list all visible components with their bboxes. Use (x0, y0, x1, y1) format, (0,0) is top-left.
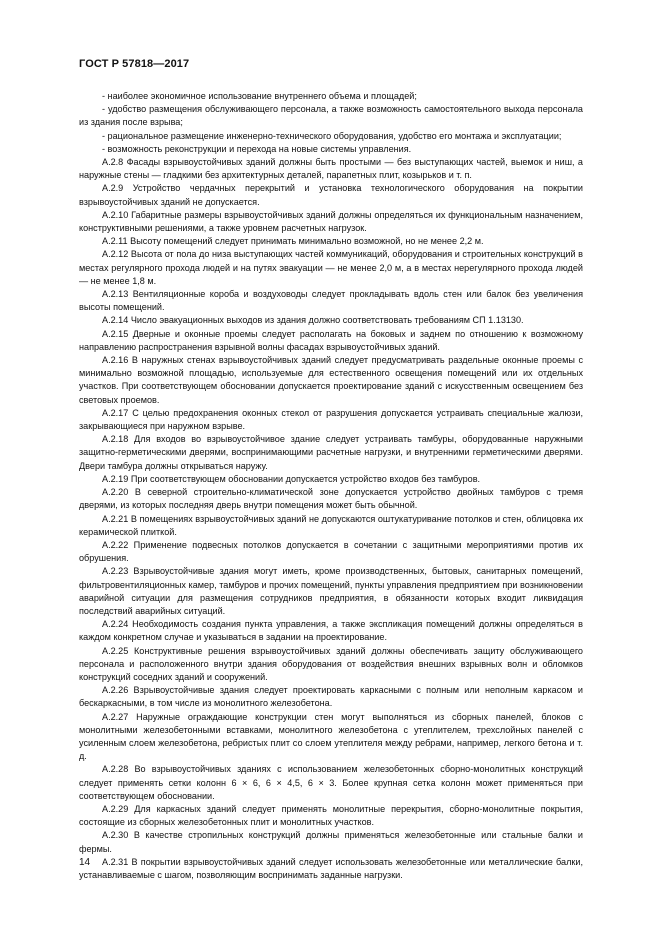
paragraph-a-2-27: А.2.27 Наружные ограждающие конструкции стен могут выполняться из сборных панелей, блоков с монолитными железобетонными вставками, монолитного железобетона с утеплителем, трехслойных панелей с усиленным слоем железобетона, ребристых плит со слоем утеплителя между ребрами, например, легкого бетона и т. д. (79, 711, 583, 762)
paragraph-a-2-8: А.2.8 Фасады взрывоустойчивых зданий должны быть простыми — без выступающих частей, выемок и ниш, а наружные стены — гладкими без архитектурных деталей, парапетных плит, козырьков и т. п. (79, 157, 583, 181)
paragraph-a-2-24: А.2.24 Необходимость создания пункта управления, а также экспликация помещений должны определяться в каждом конкретном случае и указываться в задании на проектирование. (79, 619, 583, 643)
paragraph-a-2-20: А.2.20 В северной строительно-климатической зоне допускается устройство двойных тамбуров с тремя дверями, из которых последняя дверь внутри помещения может быть обычной. (79, 487, 583, 511)
document-header: ГОСТ Р 57818—2017 (79, 58, 190, 70)
page-number: 14 (79, 857, 91, 868)
paragraph-a-2-25: А.2.25 Конструктивные решения взрывоустойчивых зданий должны обеспечивать защиту обслуживающего персонала и расположенного внутри здания оборудования от воздействия внешних взрывных волн и обломков конструкций соседних зданий и сооружений. (79, 645, 583, 682)
list-item: - возможность реконструкции и перехода на новые системы управления. (102, 143, 412, 154)
paragraph-a-2-22: А.2.22 Применение подвесных потолков допускается в сочетании с защитными мероприятиями против их обрушения. (79, 539, 583, 564)
paragraph-a-2-14: А.2.14 Число эвакуационных выходов из здания должно соответствовать требованиям СП 1.13130. (102, 315, 524, 326)
document-body (79, 90, 583, 882)
list-item: - удобство размещения обслуживающего персонала, а также возможность самостоятельного выхода персонала из здания после взрыва; (79, 104, 583, 128)
paragraph-a-2-9: А.2.9 Устройство чердачных перекрытий и установка технологического оборудования на покрытии взрывоустойчивых зданий не допускается. (79, 183, 583, 207)
paragraph-a-2-15: А.2.15 Дверные и оконные проемы следует располагать на боковых и заднем по отношению к возможному направлению распространения взрывной волны фасадах взрывоустойчивых зданий. (79, 328, 583, 352)
paragraph-a-2-18: А.2.18 Для входов во взрывоустойчивое здание следует устраивать тамбуры, оборудованные наружными защитно-герметическими дверями, воспринимающими расчетные нагрузки, и внутренними герметическими дверями. Двери тамбура должны открываться наружу. (79, 434, 583, 471)
paragraph-a-2-28: А.2.28 Во взрывоустойчивых зданиях с использованием железобетонных сборно-монолитных конструкций следует применять сетки колонн 6 × 6, 6 × 4,5, 6 × 3. Более крупная сетка колонн может применяться при соответствующем обосновании. (79, 764, 583, 801)
paragraph-a-2-16: А.2.16 В наружных стенах взрывоустойчивых зданий следует предусматривать раздельные оконные проемы с минимально возможной площадью, используемые для естественного освещения помещений или их отдельных участков. При соответствующем обосновании допускается проектирование зданий с искусственным освещением без световых проемов. (79, 355, 583, 405)
paragraph-a-2-26: А.2.26 Взрывоустойчивые здания следует проектировать каркасными с полным или неполным каркасом и бескаркасными, в том числе из монолитного железобетона. (79, 685, 583, 709)
paragraph-a-2-12: А.2.12 Высота от пола до низа выступающих частей коммуникаций, оборудования и строительных конструкций в местах регулярного прохода людей и на путях эвакуации — не менее 2,0 м, а в местах нерегулярного прохода людей — не менее 1,8 м. (79, 249, 583, 286)
list-item: - наиболее экономичное использование внутреннего объема и площадей; (102, 91, 417, 101)
list-item: - рациональное размещение инженерно-технического оборудования, удобство его монтажа и эксплуатации; (102, 130, 562, 141)
paragraph-a-2-30: А.2.30 В качестве стропильных конструкций должны применяться железобетонные или стальные балки и фермы. (79, 830, 583, 854)
paragraph-a-2-29: А.2.29 Для каркасных зданий следует применять монолитные перекрытия, сборно-монолитные покрытия, состоящие из сборных железобетонных плит и монолитных участков. (79, 803, 583, 828)
paragraph-a-2-19: А.2.19 При соответствующем обосновании допускается устройство входов без тамбуров. (102, 473, 481, 484)
paragraph-a-2-21: А.2.21 В помещениях взрывоустойчивых зданий не допускаются оштукатуривание потолков и стен, облицовка их керамической плиткой. (79, 513, 583, 537)
paragraph-a-2-31: А.2.31 В покрытии взрывоустойчивых зданий следует использовать железобетонные или металлические балки, устанавливаемые с шагом, позволяющим воспринимать заданные нагрузки. (79, 856, 583, 880)
paragraph-a-2-10: А.2.10 Габаритные размеры взрывоустойчивых зданий должны определяться их функциональным назначением, конструктивными решениями, а также уровнем расчетных нагрузок. (79, 209, 583, 234)
paragraph-a-2-11: А.2.11 Высоту помещений следует принимать минимально возможной, но не менее 2,2 м. (102, 236, 484, 247)
paragraph-a-2-23: А.2.23 Взрывоустойчивые здания могут иметь, кроме производственных, бытовых, санитарных помещений, фильтровентиляционных камер, тамбуров и прочих помещений, пункты управления предприятием при возникновении аварийной ситуации для размещения сотрудников предприятия, в обязанности которых входит ликвидация последствий аварийных ситуаций. (79, 566, 583, 616)
paragraph-a-2-17: А.2.17 С целью предохранения оконных стекол от разрушения допускается устраивать специальные жалюзи, закрывающиеся при наружном взрыве. (79, 407, 583, 432)
paragraph-a-2-13: А.2.13 Вентиляционные короба и воздуховоды следует прокладывать вдоль стен или балок без увеличения высоты помещений. (79, 289, 583, 313)
